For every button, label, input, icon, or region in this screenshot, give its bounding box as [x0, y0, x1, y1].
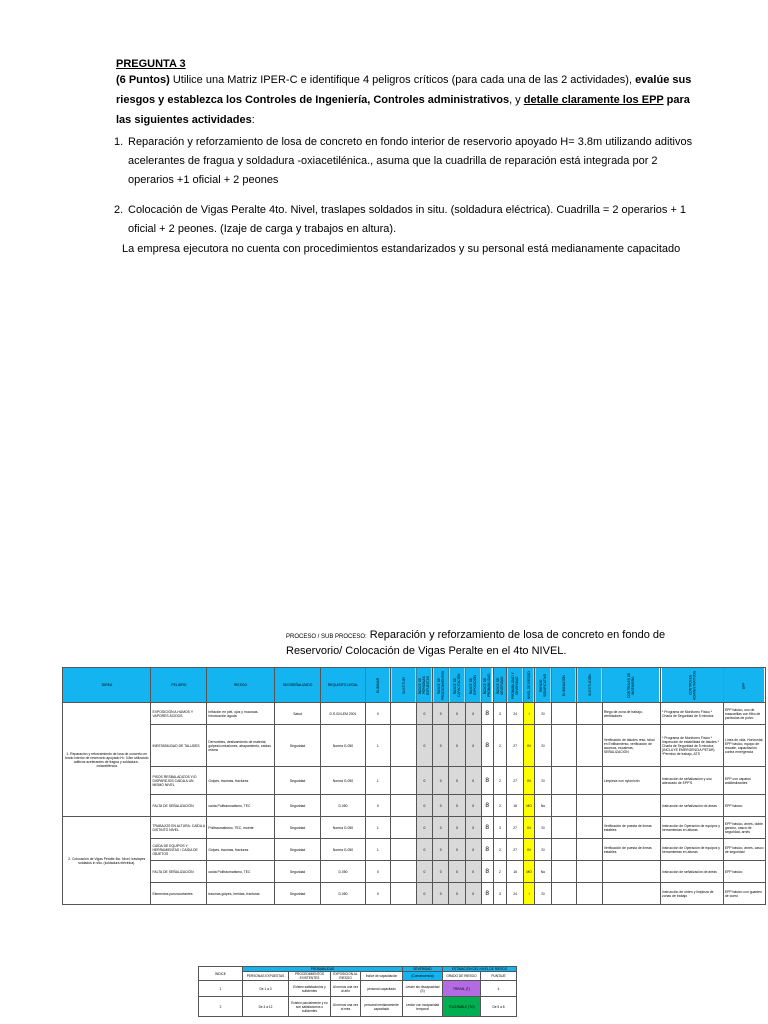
- cell-p: 8: [481, 861, 493, 883]
- cell-b: [391, 795, 417, 817]
- cell-riesgo: Golpes, traumas, fracturas: [207, 767, 275, 795]
- legend-table: [198, 966, 517, 1017]
- cell-a: 0: [365, 703, 391, 725]
- cell-req: D.050: [321, 795, 365, 817]
- item-number: 1.: [114, 136, 124, 148]
- col-req: REQUISITO LEGAL: [321, 668, 365, 703]
- cell-tipo: Seguridad: [274, 795, 321, 817]
- legend-sub: PUNTAJE: [481, 972, 517, 981]
- cell-f: 0: [465, 861, 481, 883]
- cell-sig: SI: [535, 883, 551, 905]
- cell-e1: [551, 725, 577, 767]
- cell-e2: [577, 839, 603, 861]
- legend-cell: Lesión sin discapacidad (S): [403, 981, 443, 997]
- cell-ci: Verificación de puesta de líneas estables: [602, 839, 660, 861]
- col-iexp: ÍNDICE DE EXPOSICIÓN: [465, 668, 481, 703]
- cell-peligro: FALTA DE SEÑALIZACIÓN: [151, 861, 207, 883]
- cell-riesgo: Golpes, traumas, fracturas: [207, 839, 275, 861]
- task-cell: 2. Colocación de Vigas Peralte 4to. Nivel, traslapes soldados in situ. (soldadura eléctrica).: [63, 817, 151, 905]
- item-text: Colocación de Vigas Peralte 4to. Nivel, traslapes soldados in situ. (soldadura eléctrica). Cuadrilla = 2 operarios + 1 oficial + 2 peones. (Izaje de carga y trabajos en altura).: [128, 204, 687, 235]
- item-number: 2.: [114, 204, 124, 216]
- legend-sub: PERSONAS EXPUESTAS: [243, 972, 289, 981]
- cell-e: 0: [449, 883, 465, 905]
- note: La empresa ejecutora no cuenta con procedimientos estandarizados y su personal está medianamente capacitado: [122, 243, 681, 255]
- cell-peligro: FALTA DE SEÑALIZACIÓN: [151, 795, 207, 817]
- cell-req: D.050: [321, 883, 365, 905]
- cell-a: 1: [365, 767, 391, 795]
- cell-a: 0: [365, 883, 391, 905]
- question-intro: [116, 70, 692, 130]
- item-text: Reparación y reforzamiento de losa de concreto en fondo interior de reservorio apoyado H= 3.8m utilizando aditivos acelerantes de fragua y soldadura -oxiacetilénica., asuma que la cuadrilla de reparación está integrada por 2 operarios +1 oficial + 2 peones: [128, 136, 693, 186]
- cell-ps: 27: [507, 839, 523, 861]
- intro-activities: para las siguientes actividades: [116, 94, 690, 126]
- cell-e: 0: [449, 703, 465, 725]
- cell-p: 8: [481, 883, 493, 905]
- legend-cell: 1: [199, 981, 243, 997]
- cell-e2: [577, 795, 603, 817]
- cell-ps: 27: [507, 725, 523, 767]
- cell-f: 0: [465, 795, 481, 817]
- cell-epp: Línea de vida, Horizontal, EPP básico, equipo de rescate, capacitación contra emergencia: [723, 725, 765, 767]
- cell-ci: [602, 861, 660, 883]
- cell-tipo: Seguridad: [274, 725, 321, 767]
- intro-joiner: , y: [509, 94, 524, 106]
- item-1: [114, 133, 698, 190]
- col-pxs: PROBABILIDAD X SEVERIDAD: [507, 668, 523, 703]
- col-peligro: PELIGRO: [151, 668, 207, 703]
- cell-nivel: MO: [523, 861, 535, 883]
- col-iprob: ÍNDICE DE PROBABILIDAD: [481, 668, 493, 703]
- cell-p: 8: [481, 795, 493, 817]
- cell-sig: SI: [535, 767, 551, 795]
- cell-ps: 16: [507, 861, 523, 883]
- legend-prob: PROBABILIDAD: [243, 967, 403, 972]
- legend-sub: PROCEDIMIENTOS EXISTENTES: [289, 972, 331, 981]
- col-isev: ÍNDICE DE SEVERIDAD: [493, 668, 507, 703]
- cell-e2: [577, 817, 603, 839]
- cell-s: 2: [493, 795, 507, 817]
- cell-e1: [551, 861, 577, 883]
- table-row: [63, 839, 766, 861]
- cell-epp: EPP básico: [723, 795, 765, 817]
- cell-f: 0: [465, 703, 481, 725]
- cell-tipo: Seguridad: [274, 861, 321, 883]
- cell-s: 3: [493, 703, 507, 725]
- cell-riesgo: Politraumatismo, TEC, muerte: [207, 817, 275, 839]
- cell-d: 0: [433, 725, 449, 767]
- cell-e: 0: [449, 795, 465, 817]
- cell-req: D.050: [321, 861, 365, 883]
- cell-b: [391, 839, 417, 861]
- legend-sub: (Consecuencia): [403, 972, 443, 981]
- intro-epp: detalle claramente los EPP: [523, 94, 664, 106]
- cell-ps: 27: [507, 767, 523, 795]
- table-row: [63, 703, 766, 725]
- cell-b: [391, 703, 417, 725]
- cell-d: 0: [433, 795, 449, 817]
- col-epp: EPP: [723, 668, 765, 703]
- cell-e2: [577, 703, 603, 725]
- cell-e1: [551, 839, 577, 861]
- cell-riesgo: caída Politraumatismo, TEC: [207, 795, 275, 817]
- cell-d: 0: [433, 883, 449, 905]
- cell-c: 0: [416, 883, 432, 905]
- cell-nivel: IN: [523, 817, 535, 839]
- cell-e2: [577, 725, 603, 767]
- cell-e: 0: [449, 767, 465, 795]
- intro-text: Utilice una Matriz IPER-C e identifique 4 peligros críticos (para cada una de las 2 actividades),: [169, 74, 636, 86]
- legend-est: ESTIMACIÓN DEL NIVEL DE RIESGO: [443, 967, 517, 972]
- legend-sev: SEVERIDAD: [403, 967, 443, 972]
- cell-ca: Instrucción de señalización de áreas: [661, 795, 724, 817]
- cell-d: 0: [433, 861, 449, 883]
- cell-c: 0: [416, 703, 432, 725]
- cell-c: 0: [416, 839, 432, 861]
- intro-bold: evalúe sus riesgos y establezca los Controles de Ingeniería, Controles administrativos: [116, 74, 692, 106]
- cell-tipo: Seguridad: [274, 767, 321, 795]
- cell-nivel: IN: [523, 725, 535, 767]
- legend-cell: De 5 a 8: [481, 997, 517, 1017]
- cell-c: 0: [416, 861, 432, 883]
- process-text: Reparación y reforzamiento de losa de concreto en fondo de Reservorio/ Colocación de Vigas Peralte en el 4to NIVEL.: [286, 629, 666, 657]
- cell-peligro: INESTABILIDAD DE TALUDES: [151, 725, 207, 767]
- cell-sig: No: [535, 795, 551, 817]
- cell-p: 8: [481, 839, 493, 861]
- cell-sig: SI: [535, 703, 551, 725]
- legend-cell: Existen satisfactorios y suficientes: [289, 981, 331, 997]
- cell-riesgo: caída Politraumatismo, TEC: [207, 861, 275, 883]
- cell-p: 8: [481, 817, 493, 839]
- col-sust2: SUSTITUCIÓN: [577, 668, 603, 703]
- cell-ca: Instrucción de señalización de áreas: [661, 861, 724, 883]
- cell-nivel: I: [523, 703, 535, 725]
- cell-req: D.S.024-EM 2001: [321, 703, 365, 725]
- cell-f: 0: [465, 725, 481, 767]
- cell-sig: No: [535, 861, 551, 883]
- cell-ci: Riego de zona de trabajo, ventiladores: [602, 703, 660, 725]
- legend-cell: personal capacitado: [361, 981, 403, 997]
- cell-ps: 24: [507, 883, 523, 905]
- cell-f: 0: [465, 817, 481, 839]
- cell-ca: Instrucción de Operación de equipos y herramientas en alturas: [661, 839, 724, 861]
- cell-epp: EPP básico, arnés, doble gancho, casco de seguridad, arnés: [723, 817, 765, 839]
- iper-matrix: [62, 667, 766, 905]
- cell-nivel: MO: [523, 795, 535, 817]
- col-ipe: ÍNDICE DE PERSONAS EXPUESTAS: [416, 668, 432, 703]
- cell-e2: [577, 861, 603, 883]
- cell-ps: 24: [507, 703, 523, 725]
- cell-c: 0: [416, 795, 432, 817]
- item-2: [114, 201, 698, 239]
- cell-e1: [551, 703, 577, 725]
- cell-p: 8: [481, 703, 493, 725]
- col-riesgo: RIESGO: [207, 668, 275, 703]
- cell-ca: Instrucción de señalización y uso adecuado de EPP'S: [661, 767, 724, 795]
- cell-f: 0: [465, 767, 481, 795]
- col-sig: RIESGO SIGNIFICATIVO: [535, 668, 551, 703]
- cell-ca: * Programa de Monitoreo Físico * Charla de Seguridad de 5 minutos: [661, 703, 724, 725]
- cell-ca: Instrucción de Operación de equipos y herramientas en alturas: [661, 817, 724, 839]
- cell-sig: SI: [535, 725, 551, 767]
- cell-a: 1: [365, 725, 391, 767]
- cell-ci: Limpieza con nylon/orin: [602, 767, 660, 795]
- cell-epp: EPP básico: [723, 861, 765, 883]
- cell-b: [391, 883, 417, 905]
- cell-epp: EPP básico, arnés, casco de seguridad: [723, 839, 765, 861]
- cell-s: 2: [493, 725, 507, 767]
- matrix-header-row: [63, 668, 766, 703]
- task-cell: 1. Reparación y reforzamiento de losa de concreto en fondo interior de reservorio apoyado H= 3.8m utilizando aditivos acelerantes de fragua y soldadura -oxiacetilénica: [63, 703, 151, 817]
- legend-cell: De 4 a 12: [243, 997, 289, 1017]
- cell-riesgo: traumas golpes, heridas, fracturas: [207, 883, 275, 905]
- cell-a: 1: [365, 817, 391, 839]
- cell-ps: 27: [507, 817, 523, 839]
- cell-d: 0: [433, 817, 449, 839]
- cell-p: 8: [481, 767, 493, 795]
- col-tarea: TAREA: [63, 668, 151, 703]
- cell-peligro: Elementos punzocortantes: [151, 883, 207, 905]
- cell-s: 3: [493, 817, 507, 839]
- col-elim2: ELIMINACIÓN: [551, 668, 577, 703]
- process-label: PROCESO / SUB PROCESO:: [286, 634, 367, 640]
- cell-c: 0: [416, 817, 432, 839]
- cell-ps: 16: [507, 795, 523, 817]
- cell-nivel: I: [523, 883, 535, 905]
- intro-colon: :: [251, 114, 255, 126]
- legend-cell: Al menos una vez al año: [331, 981, 361, 997]
- cell-tipo: Seguridad: [274, 883, 321, 905]
- legend-indice: ÍNDICE: [199, 967, 243, 981]
- cell-d: 0: [433, 767, 449, 795]
- cell-d: 0: [433, 839, 449, 861]
- cell-f: 0: [465, 839, 481, 861]
- legend-sub: EXPOSICIÓN AL RIESGO: [331, 972, 361, 981]
- cell-b: [391, 725, 417, 767]
- col-ipr: ÍNDICE DE PROCEDIMIENTOS: [433, 668, 449, 703]
- cell-tipo: Salud: [274, 703, 321, 725]
- col-sustituir: SUSTITUIR: [391, 668, 417, 703]
- cell-f: 0: [465, 883, 481, 905]
- process-header: [286, 628, 666, 658]
- cell-epp: EPP básico con guantes de cuero: [723, 883, 765, 905]
- legend-cell: TOLERABLE (TO): [443, 997, 481, 1017]
- legend-cell: Existen parcialmente y no son satisfactorios o suficientes: [289, 997, 331, 1017]
- cell-p: 8: [481, 725, 493, 767]
- cell-e1: [551, 795, 577, 817]
- cell-b: [391, 767, 417, 795]
- legend-cell: TRIVIAL (T): [443, 981, 481, 997]
- cell-ca: Instrucción de orden y limpieza de zonas de trabajo: [661, 883, 724, 905]
- cell-riesgo: Derrumbes, deslizamiento de material, golpes/contusiones, atrapamiento, caídas mismo: [207, 725, 275, 767]
- cell-e: 0: [449, 839, 465, 861]
- cell-ci: Verificación de puesta de líneas estables: [602, 817, 660, 839]
- question-title: PREGUNTA 3: [116, 58, 186, 70]
- cell-e: 0: [449, 817, 465, 839]
- cell-e1: [551, 883, 577, 905]
- cell-s: 2: [493, 767, 507, 795]
- table-row: [63, 883, 766, 905]
- table-row: [63, 725, 766, 767]
- cell-a: 1: [365, 839, 391, 861]
- cell-tipo: Seguridad: [274, 839, 321, 861]
- cell-riesgo: Irritación en piel, ojos y mucosas. Intoxicación aguda: [207, 703, 275, 725]
- cell-s: 2: [493, 839, 507, 861]
- table-row: [63, 861, 766, 883]
- cell-sig: SI: [535, 839, 551, 861]
- cell-s: 3: [493, 883, 507, 905]
- points: (6 Puntos): [116, 74, 170, 86]
- col-nivel: NIVEL DE RIESGO: [523, 668, 535, 703]
- col-seg: SEG/SEÑALIZADO: [274, 668, 321, 703]
- cell-req: Norma G.050: [321, 817, 365, 839]
- cell-b: [391, 817, 417, 839]
- cell-e1: [551, 817, 577, 839]
- cell-peligro: EXPOSICIÓN A HUMOS Y VAPORES ÁCIDOS: [151, 703, 207, 725]
- cell-nivel: IN: [523, 767, 535, 795]
- cell-c: 0: [416, 725, 432, 767]
- col-eliminar: ELIMINAR: [365, 668, 391, 703]
- cell-req: Norma G.050: [321, 839, 365, 861]
- legend-cell: personal medianamente capacitado: [361, 997, 403, 1017]
- legend-sub: GRADO DE RIESGO: [443, 972, 481, 981]
- cell-e2: [577, 767, 603, 795]
- cell-e: 0: [449, 861, 465, 883]
- cell-tipo: Seguridad: [274, 817, 321, 839]
- cell-ci: Verificación de taludes reso, talud en Entibamiento, verificación de accesos, escaleras, SEÑALIZACIÓN: [602, 725, 660, 767]
- cell-a: 0: [365, 795, 391, 817]
- cell-s: 2: [493, 861, 507, 883]
- table-row: [63, 767, 766, 795]
- table-row: [63, 817, 766, 839]
- cell-sig: SI: [535, 817, 551, 839]
- cell-nivel: IN: [523, 839, 535, 861]
- legend-cell: 2: [199, 997, 243, 1017]
- legend-cell: De 1 a 3: [243, 981, 289, 997]
- cell-epp: EPP básico, uso de mascarillas con filtro de partículas de polvo: [723, 703, 765, 725]
- table-row: [63, 795, 766, 817]
- cell-peligro: TRABAJOS EN ALTURA: CAÍDA A DISTINTO NIVEL: [151, 817, 207, 839]
- cell-peligro: CAÍDA DE EQUIPOS Y HERRAMIENTAS / CAÍDA DE OBJETOS: [151, 839, 207, 861]
- cell-ci: [602, 795, 660, 817]
- legend-cell: 4: [481, 981, 517, 997]
- col-ca: CONTROLES ADMINISTRATIVOS: [661, 668, 724, 703]
- legend-sub: Índice de capacitación: [361, 972, 403, 981]
- col-icap: ÍNDICE DE CAPACITACIÓN: [449, 668, 465, 703]
- cell-req: Norma G.050: [321, 767, 365, 795]
- cell-req: Norma G.050: [321, 725, 365, 767]
- cell-e: 0: [449, 725, 465, 767]
- cell-e1: [551, 767, 577, 795]
- cell-d: 0: [433, 703, 449, 725]
- cell-peligro: PISOS RESBALADIZOS Y/O DISPAREJOS CAÍDA A UN MISMO NIVEL: [151, 767, 207, 795]
- cell-e2: [577, 883, 603, 905]
- legend-cell: Lesión con incapacidad temporal: [403, 997, 443, 1017]
- cell-a: 0: [365, 861, 391, 883]
- cell-b: [391, 861, 417, 883]
- cell-epp: EPP con zapatos antideslizantes: [723, 767, 765, 795]
- cell-ci: [602, 883, 660, 905]
- cell-ca: * Programa de Monitoreo Físico * Inspección de estabilidad de taludes * Charla de Seguridad de 5 minutos (INCLUYE EMERGENCIA PETAR) *Permiso de trabajo, ATS: [661, 725, 724, 767]
- legend-cell: Al menos una vez al mes: [331, 997, 361, 1017]
- cell-c: 0: [416, 767, 432, 795]
- col-ci: CONTROLES DE INGENIERÍA: [602, 668, 660, 703]
